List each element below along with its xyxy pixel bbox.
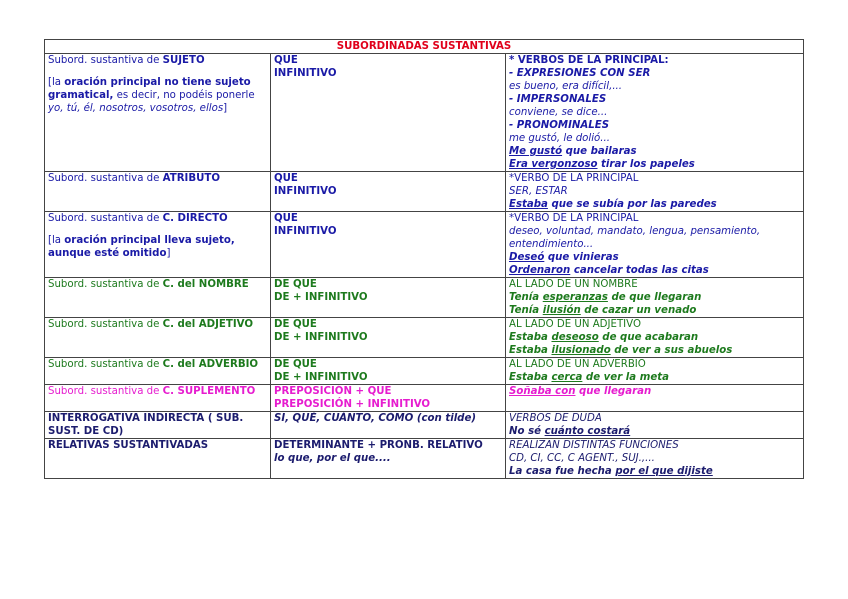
relativas-description — [45, 439, 271, 479]
sujeto-group1-example: es bueno, era difícil,... — [509, 81, 623, 92]
suplemento-examples — [506, 385, 804, 412]
row-interrogativa — [45, 412, 804, 439]
cadjetivo-example1-rest: de que acabaran — [598, 332, 699, 343]
sujeto-examples — [506, 54, 804, 172]
cadjetivo-example2-start: Estaba — [509, 345, 552, 356]
cadverbio-prefix: Subord. sustantiva de — [48, 359, 163, 370]
cadjetivo-example1-start: Estaba — [509, 332, 552, 343]
row-suplemento — [45, 385, 804, 412]
relativas-nexo-determinante: DETERMINANTE + PRONB. RELATIVO — [274, 440, 483, 451]
sujeto-group3-title: - PRONOMINALES — [509, 120, 610, 131]
suplemento-prefix: Subord. sustantiva de — [48, 386, 163, 397]
cadverbio-nexos — [271, 358, 506, 385]
sujeto-example1-verb: Me gustó — [509, 146, 563, 157]
row-cnombre — [45, 278, 804, 318]
cdirecto-example2-rest: cancelar todas las citas — [570, 265, 709, 276]
cdirecto-note-bold: oración principal lleva sujeto, aunque esté omitido — [48, 235, 235, 259]
cdirecto-example2-verb: Ordenaron — [509, 265, 571, 276]
cdirecto-nexo-que: QUE — [274, 213, 298, 224]
relativas-heading: REALIZAN DISTINTAS FUNCIONES — [509, 440, 679, 451]
cadjetivo-example1-adjective: deseoso — [551, 332, 599, 343]
cadjetivo-keyword: C. del ADJETIVO — [162, 319, 253, 330]
cadverbio-example-rest: de ver la meta — [582, 372, 669, 383]
row-sujeto — [45, 54, 804, 172]
sujeto-description — [45, 54, 271, 172]
suplemento-nexos — [271, 385, 506, 412]
cnombre-example2-noun: ilusión — [542, 305, 581, 316]
suplemento-example-verb: Soñaba con — [509, 386, 576, 397]
cadjetivo-nexo-de-que: DE QUE — [274, 319, 317, 330]
row-atributo — [45, 172, 804, 212]
cadverbio-example-start: Estaba — [509, 372, 552, 383]
atributo-verbs: SER, ESTAR — [509, 186, 568, 197]
cdirecto-nexos — [271, 212, 506, 278]
cadverbio-keyword: C. del ADVERBIO — [162, 359, 259, 370]
atributo-keyword: ATRIBUTO — [162, 173, 220, 184]
cnombre-examples — [506, 278, 804, 318]
cdirecto-keyword: C. DIRECTO — [162, 213, 228, 224]
relativas-example-start: La casa fue hecha — [509, 466, 616, 477]
cadjetivo-heading: AL LADO DE UN ADJETIVO — [509, 319, 641, 330]
cnombre-nexo-de-infinitivo: DE + INFINITIVO — [274, 292, 368, 303]
cdirecto-description — [45, 212, 271, 278]
cdirecto-example1-verb: Deseó — [509, 252, 545, 263]
cadverbio-nexo-de-infinitivo: DE + INFINITIVO — [274, 372, 368, 383]
interrogativa-example-clause: cuánto costará — [544, 426, 631, 437]
sujeto-group1-title: - EXPRESIONES CON SER — [509, 68, 651, 79]
suplemento-nexo-prep-que: PREPOSICIÓN + QUE — [274, 386, 392, 397]
atributo-description — [45, 172, 271, 212]
cdirecto-nexo-infinitivo: INFINITIVO — [274, 226, 337, 237]
atributo-prefix: Subord. sustantiva de — [48, 173, 163, 184]
title-row — [45, 40, 804, 54]
cadverbio-examples — [506, 358, 804, 385]
cadjetivo-nexo-de-infinitivo: DE + INFINITIVO — [274, 332, 368, 343]
relativas-label: RELATIVAS SUSTANTIVADAS — [48, 440, 209, 451]
relativas-examples — [506, 439, 804, 479]
sujeto-note-italic: yo, tú, él, nosotros, vosotros, ellos — [48, 103, 224, 114]
cdirecto-verbs: deseo, voluntad, mandato, lengua, pensamiento, entendimiento... — [509, 226, 761, 250]
sujeto-group2-title: - IMPERSONALES — [509, 94, 607, 105]
atributo-nexos — [271, 172, 506, 212]
sujeto-note-bold: oración principal no tiene sujeto gramatical, — [48, 77, 251, 101]
relativas-functions: CD, CI, CC, C AGENT., SUJ.,... — [509, 453, 655, 464]
sujeto-example2-rest: tirar los papeles — [597, 159, 695, 170]
relativas-nexos — [271, 439, 506, 479]
atributo-heading: *VERBO DE LA PRINCIPAL — [509, 173, 639, 184]
cnombre-example1-rest: de que llegaran — [607, 292, 702, 303]
cnombre-nexos — [271, 278, 506, 318]
interrogativa-label: INTERROGATIVA INDIRECTA ( SUB. SUST. DE CD) — [48, 413, 244, 437]
atributo-nexo-que: QUE — [274, 173, 298, 184]
cnombre-example2-start: Tenía — [509, 305, 543, 316]
cdirecto-heading: *VERBO DE LA PRINCIPAL — [509, 213, 639, 224]
table-title: SUBORDINADAS SUSTANTIVAS — [45, 40, 804, 54]
sujeto-heading: * VERBOS DE LA PRINCIPAL: — [509, 55, 669, 66]
suplemento-nexo-prep-infinitivo: PREPOSICIÓN + INFINITIVO — [274, 399, 431, 410]
sujeto-nexo-que: QUE — [274, 55, 298, 66]
sujeto-example1-rest: que bailaras — [562, 146, 637, 157]
cadverbio-heading: AL LADO DE UN ADVERBIO — [509, 359, 646, 370]
interrogativa-description — [45, 412, 271, 439]
suplemento-keyword: C. SUPLEMENTO — [162, 386, 256, 397]
interrogativa-examples — [506, 412, 804, 439]
cnombre-example1-start: Tenía — [509, 292, 543, 303]
sujeto-note-close: ] — [223, 103, 228, 114]
row-relativas — [45, 439, 804, 479]
cdirecto-note-close: ] — [166, 248, 171, 259]
sujeto-note-mid: es decir, no podéis ponerle — [113, 90, 255, 101]
cnombre-description — [45, 278, 271, 318]
cdirecto-example1-rest: que vinieras — [544, 252, 619, 263]
suplemento-example-rest: que llegaran — [575, 386, 652, 397]
cnombre-keyword: C. del NOMBRE — [162, 279, 249, 290]
relativas-example-clause: por el que dijiste — [615, 466, 713, 477]
cnombre-prefix: Subord. sustantiva de — [48, 279, 163, 290]
atributo-example-verb: Estaba — [509, 199, 548, 210]
atributo-nexo-infinitivo: INFINITIVO — [274, 186, 337, 197]
atributo-example-rest: que se subía por las paredes — [547, 199, 717, 210]
sujeto-group3-example: me gustó, le dolió... — [509, 133, 611, 144]
subordinadas-table — [44, 39, 804, 479]
row-cadverbio — [45, 358, 804, 385]
cadverbio-description — [45, 358, 271, 385]
cnombre-example1-noun: esperanzas — [542, 292, 608, 303]
cdirecto-examples — [506, 212, 804, 278]
sujeto-note-open: [la — [48, 77, 65, 88]
cadjetivo-example2-adjective: ilusionado — [551, 345, 611, 356]
cnombre-nexo-de-que: DE QUE — [274, 279, 317, 290]
suplemento-description — [45, 385, 271, 412]
sujeto-keyword: SUJETO — [162, 55, 205, 66]
sujeto-nexos — [271, 54, 506, 172]
sujeto-prefix: Subord. sustantiva de — [48, 55, 163, 66]
relativas-nexo-examples: lo que, por el que.... — [274, 453, 391, 464]
interrogativa-heading: VERBOS DE DUDA — [509, 413, 602, 424]
cnombre-heading: AL LADO DE UN NOMBRE — [509, 279, 638, 290]
sujeto-example2-verb: Era vergonzoso — [509, 159, 598, 170]
row-cadjetivo — [45, 318, 804, 358]
sujeto-group2-example: conviene, se dice... — [509, 107, 608, 118]
cadjetivo-nexos — [271, 318, 506, 358]
atributo-examples — [506, 172, 804, 212]
cadverbio-example-adverb: cerca — [551, 372, 583, 383]
interrogativa-nexos-list: SI, QUÉ, CUÁNTO, CÓMO (con tilde) — [274, 413, 477, 424]
sujeto-nexo-infinitivo: INFINITIVO — [274, 68, 337, 79]
cnombre-example2-rest: de cazar un venado — [580, 305, 697, 316]
cdirecto-note-open: [la — [48, 235, 65, 246]
cadverbio-nexo-de-que: DE QUE — [274, 359, 317, 370]
cadjetivo-prefix: Subord. sustantiva de — [48, 319, 163, 330]
interrogativa-example-start: No sé — [509, 426, 545, 437]
cadjetivo-example2-rest: de ver a sus abuelos — [610, 345, 733, 356]
cadjetivo-description — [45, 318, 271, 358]
row-cdirecto — [45, 212, 804, 278]
cdirecto-prefix: Subord. sustantiva de — [48, 213, 163, 224]
cadjetivo-examples — [506, 318, 804, 358]
interrogativa-nexos — [271, 412, 506, 439]
